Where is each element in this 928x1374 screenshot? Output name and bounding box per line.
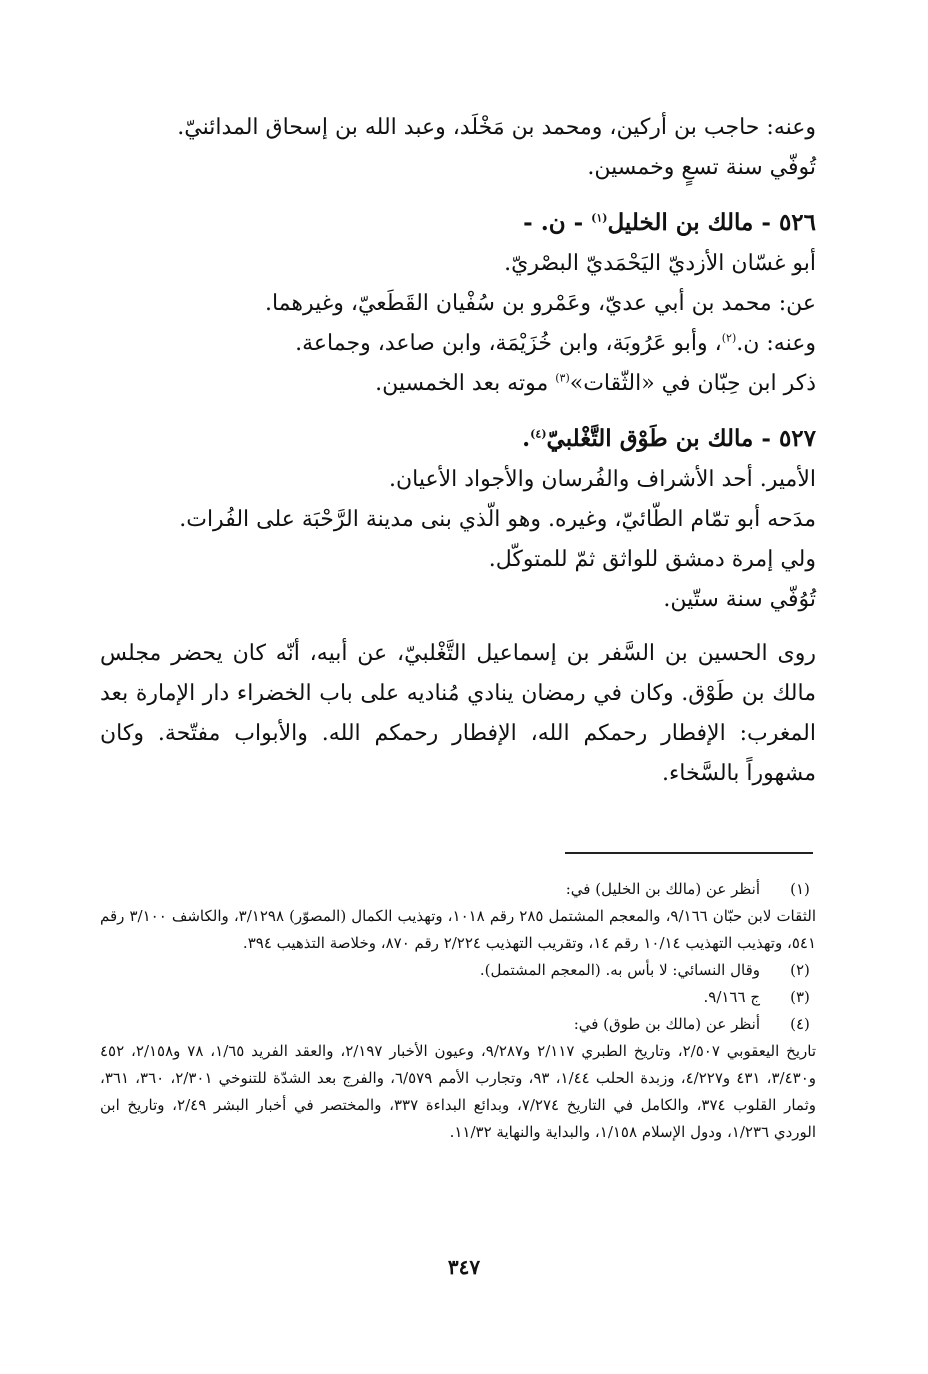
footnote-head: أنظر عن (مالك بن طوق) في: — [573, 1015, 760, 1033]
page-number: ٣٤٧ — [447, 1255, 481, 1279]
footnote-ref[interactable]: (٢) — [721, 331, 737, 345]
text-line — [100, 364, 816, 404]
page-body — [100, 108, 816, 794]
entry-title: ٥٢٦ - مالك بن الخليل — [607, 209, 816, 236]
text-segment: موته بعد الخمسين. — [375, 371, 556, 396]
footnote-number: (١) — [790, 880, 810, 898]
footnote-ref[interactable]: (٤) — [530, 427, 547, 441]
footnote-ref[interactable]: (٣) — [555, 371, 570, 385]
text-paragraph: روى الحسين بن السَّفر بن إسماعيل التَّغْلبيّ، عن أبيه، أنّه كان يحضر مجلس مالك بن طَوْق. وكان في رمضان ينادي مُناديه على باب الخضراء دار الإمارة بعد المغرب: الإفطار رحمكم الله، الإفطار رحمكم الله. والأبواب مفتّحة. وكان مشهوراً بالسَّخاء. — [100, 641, 816, 786]
entry-suffix: - ن. - — [523, 209, 592, 236]
footnote-2 — [100, 957, 816, 984]
text-line: عن: محمد بن أبي عديّ، وعَمْرو بن سُفْيان القَطَعيّ، وغيرهما. — [264, 291, 816, 316]
text-line — [100, 324, 816, 364]
text-segment: وعنه: ن. — [736, 331, 816, 356]
entry-heading-526 — [100, 202, 816, 244]
text-segment: ذكر ابن حِبّان في «الثّقات» — [569, 371, 816, 396]
footnote-number: (٣) — [790, 988, 810, 1006]
footnotes — [100, 876, 816, 1146]
footnote-separator — [565, 852, 813, 854]
text-line: تُوفّي سنة تسعٍ وخمسين. — [587, 155, 816, 180]
text-line: أبو غسّان الأزديّ اليَحْمَديّ البصْريّ. — [504, 251, 816, 276]
footnote-3 — [100, 984, 816, 1011]
text-line: مدَحه أبو تمّام الطّائيّ، وغيره. وهو الّذي بنى مدينة الرَّحْبَة على الفُرات. — [179, 507, 816, 532]
text-segment: ، وأبو عَرُوبَة، وابن خُزَيْمَة، وابن صاعد، وجماعة. — [295, 331, 722, 356]
text-line: الأمير. أحد الأشراف والفُرسان والأجواد الأعيان. — [388, 467, 816, 492]
main-text — [100, 108, 816, 794]
text-line: ولي إمرة دمشق للواثق ثمّ للمتوكّل. — [488, 547, 816, 572]
footnote-head: وقال النسائي: لا بأس به. (المعجم المشتمل). — [479, 961, 760, 979]
text-line: تُوُفّي سنة ستّين. — [663, 587, 816, 612]
entry-title: ٥٢٧ - مالك بن طَوْق التَّغْلبيّ — [546, 425, 816, 452]
text-line: وعنه: حاجب بن أركين، ومحمد بن مَخْلَد، وعبد الله بن إسحاق المدائنيّ. — [177, 115, 816, 140]
footnote-number: (٤) — [790, 1015, 810, 1033]
footnote-body: تاريخ اليعقوبي ٢/٥٠٧، وتاريخ الطبري ٢/١١٧ و٩/٢٨٧، وعيون الأخبار ٢/١٩٧، والعقد الفريد ١/٦٥، ٧٨ و٢/١٥٨، ٤٥٢ و٣/٤٣٠، ٤٣١ و٤/٢٢٧، وزبدة الحلب ١/٤٤، ٩٣، وتجارب الأمم ٦/٥٧٩، والفرج بعد الشدّة للتنوخي ٢/٣٠١، ٣٦٠، ٣٦١، وثمار القلوب ٣٧٤، والكامل في التاريخ ٧/٢٧٤، وبدائع البداءة ٣٣٧، والمختصر في أخبار البشر ٢/٤٩، وتاريخ ابن الوردي ١/٢٣٦، ودول الإسلام ١/١٥٨، والبداية والنهاية ١١/٣٢. — [100, 1042, 817, 1141]
footnote-body: الثقات لابن حبّان ٩/١٦٦، والمعجم المشتمل ٢٨٥ رقم ١٠١٨، وتهذيب الكمال (المصوّر) ٣/١٢٩٨، والكاشف ٣/١٠٠ رقم ٥٤١، وتهذيب التهذيب ١٠/١٤ رقم ١٤، وتقريب التهذيب ٢/٢٢٤ رقم ٨٧٠، وخلاصة التذهيب ٣٩٤. — [100, 907, 816, 952]
footnote-4 — [100, 1011, 816, 1146]
footnote-1 — [100, 876, 816, 957]
footnote-ref[interactable]: (١) — [591, 211, 608, 225]
footnote-number: (٢) — [790, 961, 810, 979]
footnote-head: ج ٩/١٦٦. — [703, 988, 760, 1006]
entry-heading-527 — [100, 418, 816, 460]
footnote-head: أنظر عن (مالك بن الخليل) في: — [565, 880, 760, 898]
entry-suffix: . — [522, 425, 531, 452]
